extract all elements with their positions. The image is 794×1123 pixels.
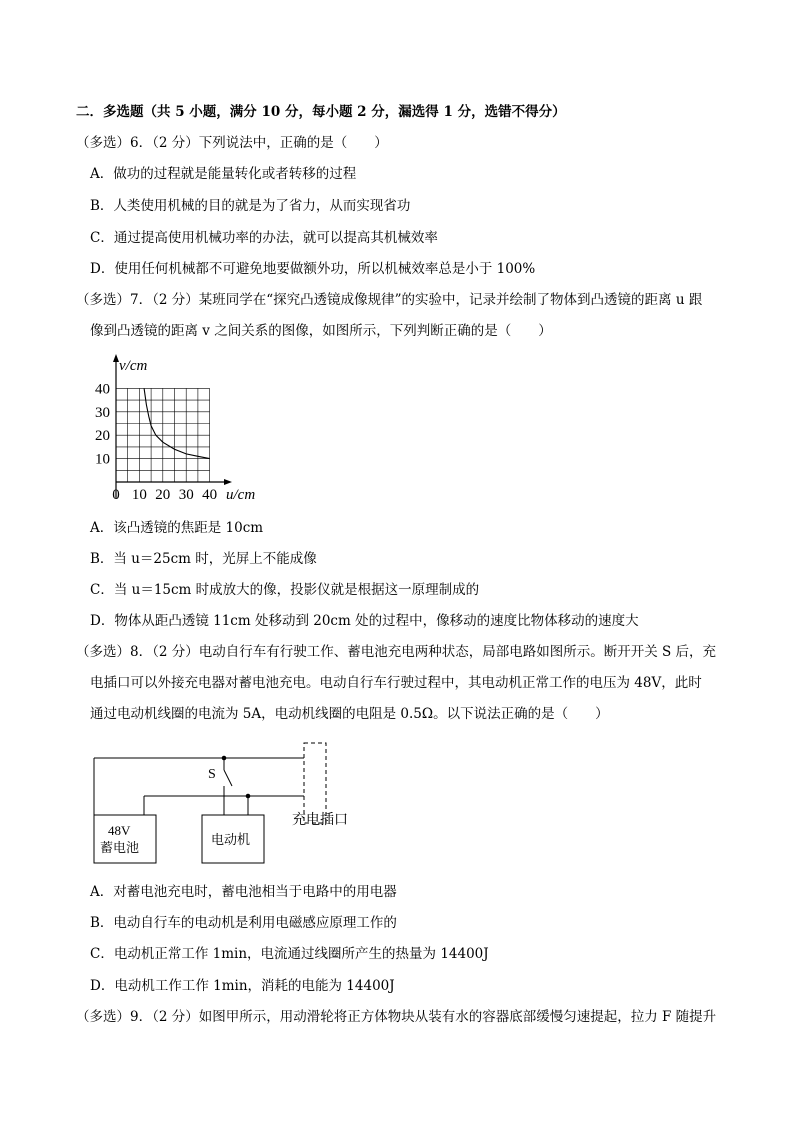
question-8-option-c: C．电动机正常工作 1min，电流通过线圈所产生的热量为 14400J (90, 946, 489, 962)
graph-grid (116, 388, 210, 482)
y-tick-label: 40 (95, 381, 110, 398)
x-tick-label: 40 (202, 487, 218, 503)
lens-image-distance-graph (88, 352, 278, 504)
battery-voltage-label: 48V (108, 823, 131, 838)
charging-port-box (304, 743, 326, 823)
circuit-diagram (90, 738, 370, 868)
x-tick-label: 30 (178, 487, 194, 503)
question-8-stem-line2: 电插口可以外接充电器对蓄电池充电。电动自行车行驶过程中，其电动机正常工作的电压为 48V，此时 (90, 675, 702, 691)
x-tick-label: 10 (131, 487, 147, 503)
charging-port-label: 充电插口 (292, 813, 348, 828)
question-7-option-b: B．当 u＝25cm 时，光屏上不能成像 (90, 551, 317, 567)
switch-label: S (208, 767, 216, 782)
question-6-option-b: B．人类使用机械的目的就是为了省力，从而实现省功 (90, 198, 411, 214)
y-axis-label: v/cm (119, 358, 148, 374)
graph-tick-labels (95, 381, 217, 503)
question-6-stem: （多选）6．（2 分）下列说法中，正确的是（ ） (76, 135, 388, 151)
question-8-stem-line1: （多选）8．（2 分）电动自行车有行驶工作、蓄电池充电两种状态，局部电路如图所示。断开开关 S 后，充 (76, 644, 717, 660)
question-7-option-a: A．该凸透镜的焦距是 10cm (90, 520, 264, 536)
x-axis-label: u/cm (226, 487, 256, 503)
question-7-stem-line1: （多选）7．（2 分）某班同学在“探究凸透镜成像规律”的实验中，记录并绘制了物体到凸透镜的距离 u 跟 (76, 292, 703, 308)
question-6-option-a: A．做功的过程就是能量转化或者转移的过程 (90, 166, 357, 182)
question-8-option-d: D．电动机工作工作 1min，消耗的电能为 14400J (90, 978, 395, 994)
battery-label: 蓄电池 (100, 840, 140, 855)
question-7-stem-line2: 像到凸透镜的距离 v 之间关系的图像，如图所示，下列判断正确的是（ ） (90, 323, 552, 339)
switch-blade (224, 770, 232, 786)
motor-label: 电动机 (211, 832, 251, 847)
question-7-option-d: D．物体从距凸透镜 11cm 处移动到 20cm 处的过程中，像移动的速度比物体移动的速度大 (90, 613, 639, 629)
question-8-stem-line3: 通过电动机线圈的电流为 5A，电动机线圈的电阻是 0.5Ω。以下说法正确的是（ ） (90, 706, 609, 722)
x-tick-label: 20 (155, 487, 171, 503)
question-9-stem-line1: （多选）9．（2 分）如图甲所示，用动滑轮将正方体物块从装有水的容器底部缓慢匀速提起，拉力 F 随提升 (76, 1009, 717, 1025)
y-tick-label: 10 (95, 451, 110, 468)
question-8-option-a: A．对蓄电池充电时，蓄电池相当于电路中的用电器 (90, 884, 397, 900)
x-axis-arrow (224, 479, 232, 485)
question-8-option-b: B．电动自行车的电动机是利用电磁感应原理工作的 (90, 915, 397, 931)
x-tick-label: 0 (112, 487, 120, 503)
question-7-option-c: C．当 u＝15cm 时成放大的像，投影仪就是根据这一原理制成的 (90, 582, 480, 598)
junction-dot-top (222, 756, 227, 761)
y-tick-label: 30 (95, 404, 110, 421)
y-tick-label: 20 (95, 428, 110, 445)
section-title: 二．多选题（共 5 小题，满分 10 分，每小题 2 分，漏选得 1 分，选错不得分） (76, 104, 566, 120)
question-6-option-d: D．使用任何机械都不可避免地要做额外功，所以机械效率总是小于 100% (90, 261, 536, 277)
question-6-option-c: C．通过提高使用机械功率的办法，就可以提高其机械效率 (90, 230, 438, 246)
junction-dot-middle (246, 794, 251, 799)
